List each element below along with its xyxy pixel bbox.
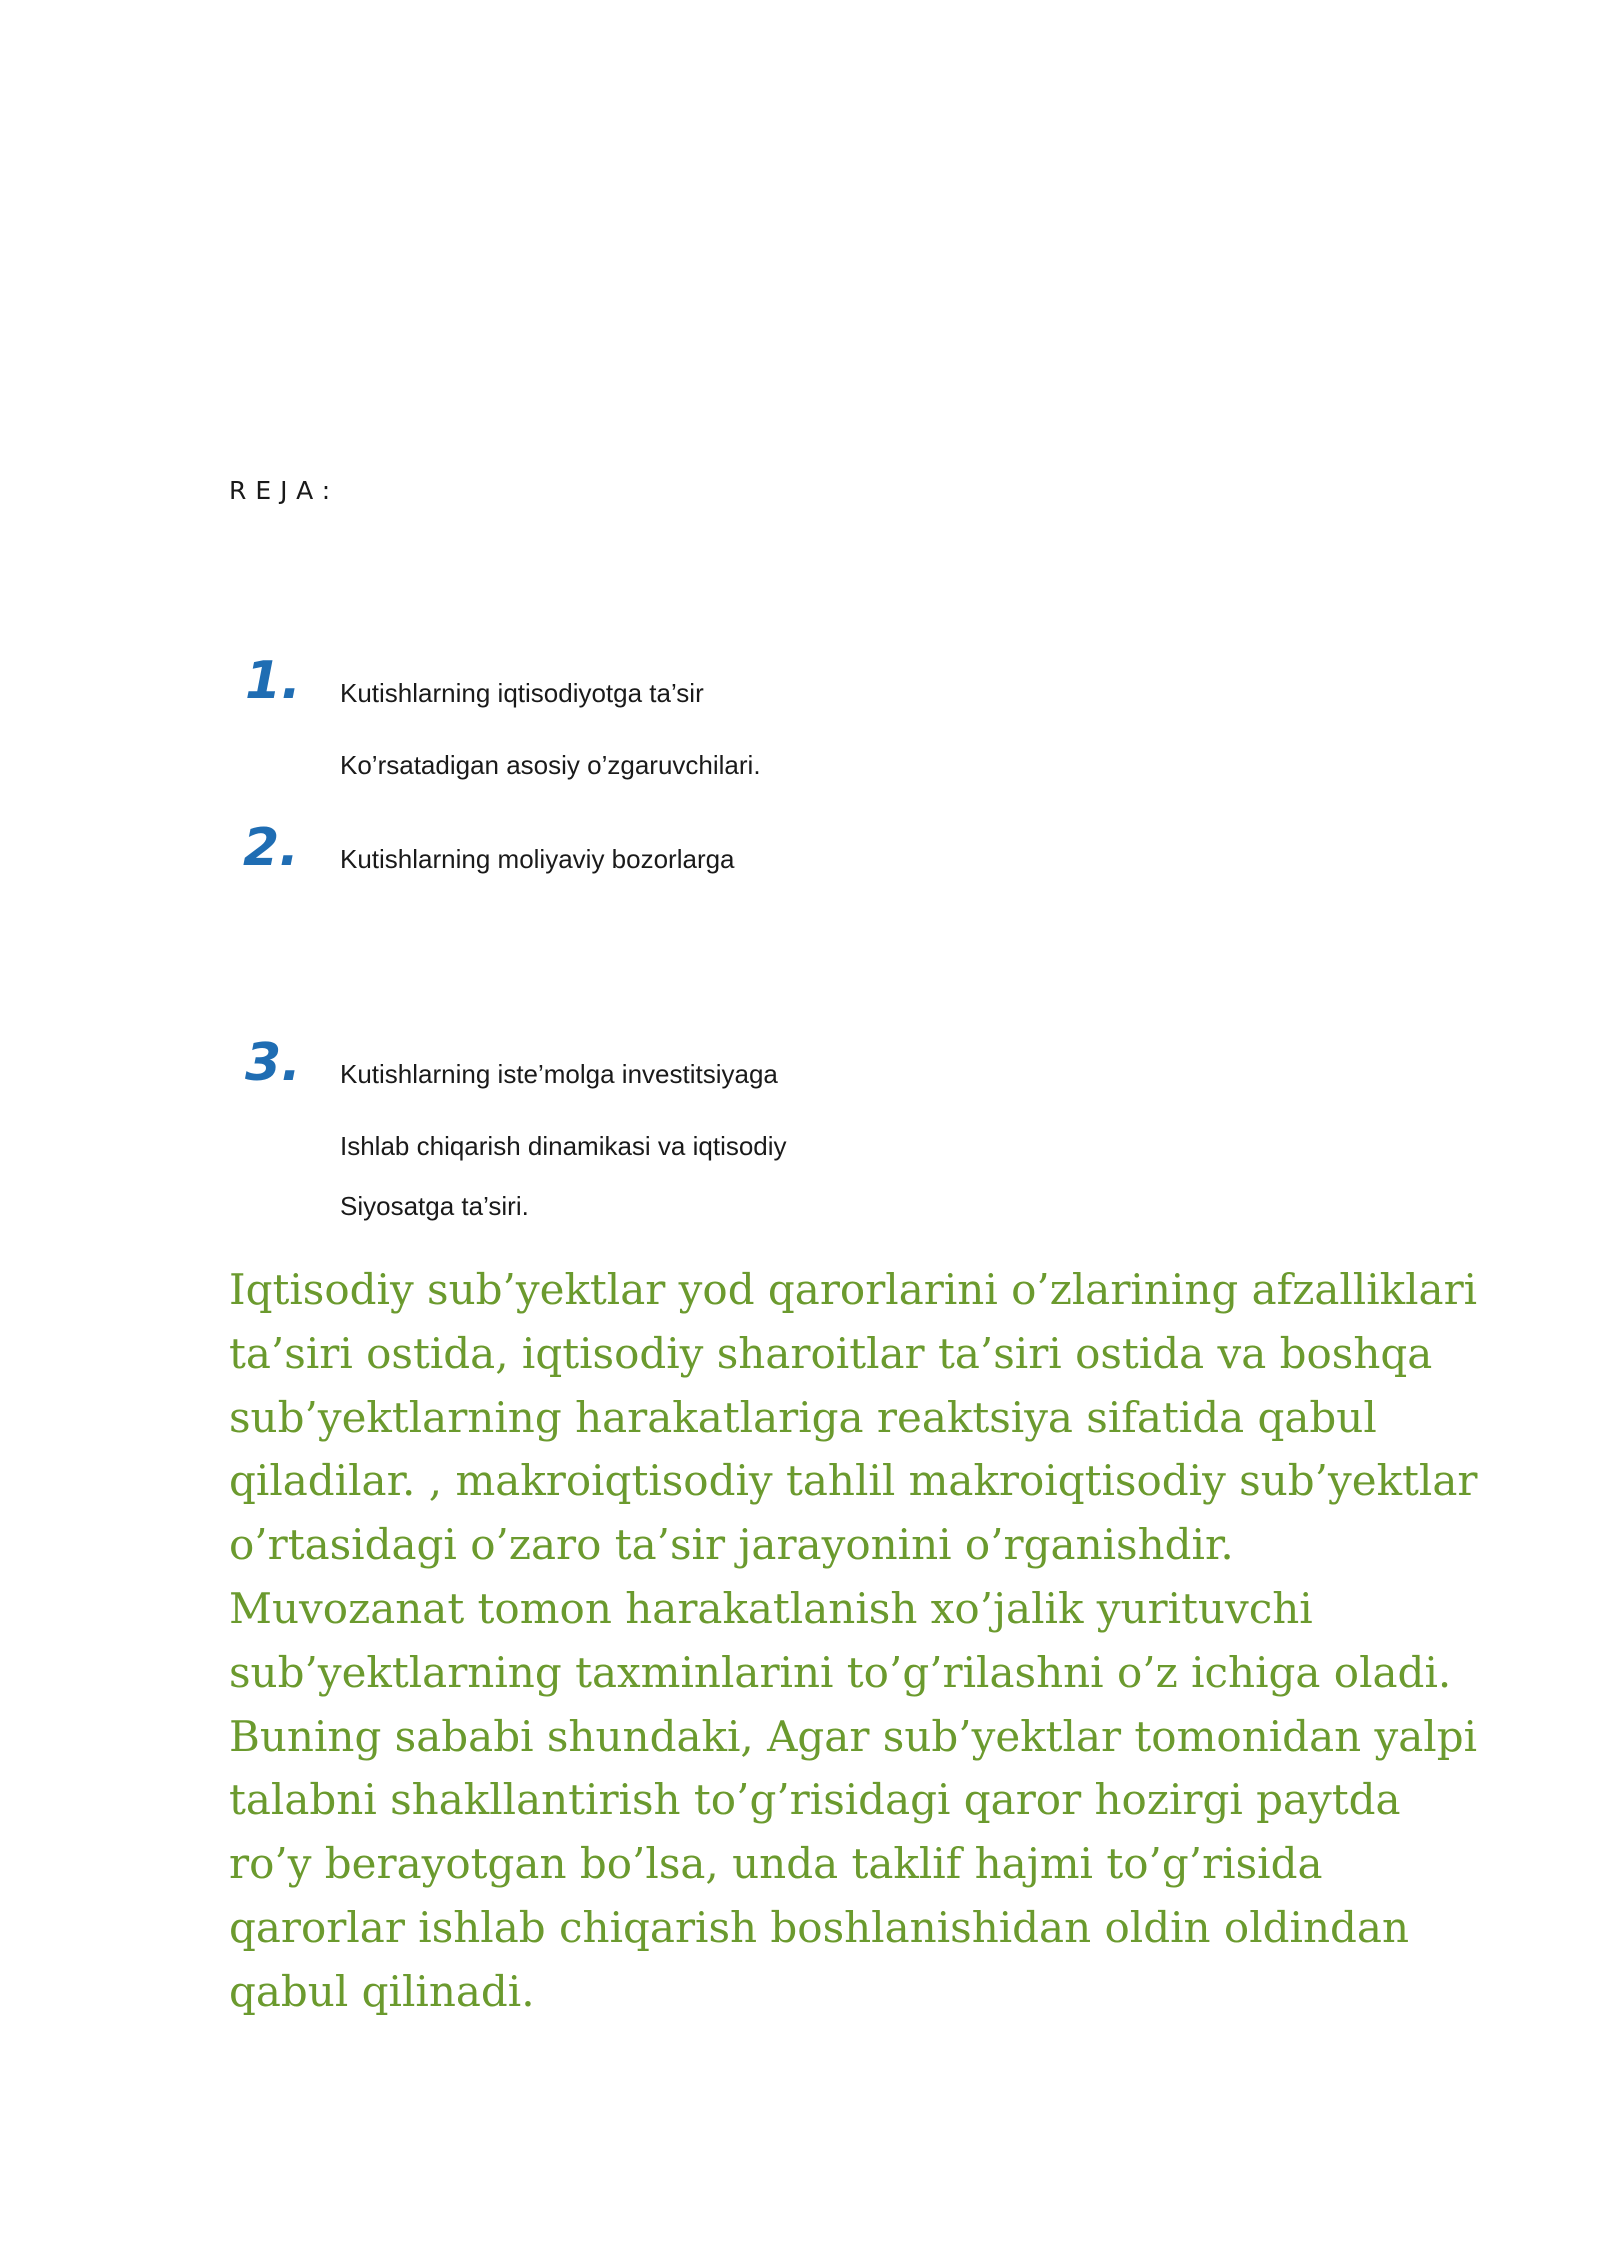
plan-item-line: Kutishlarning iste’molga investitsiyaga [340, 1059, 778, 1089]
plan-item-number: 3. [245, 1033, 301, 1093]
plan-item-number: 2. [243, 818, 299, 878]
plan-item-number: 1. [245, 651, 301, 711]
plan-item-line: Kutishlarning iqtisodiyotga ta’sir [340, 678, 704, 708]
plan-item-line: Ko’rsatadigan asosiy o’zgaruvchilari. [340, 750, 761, 780]
plan-item-line: Kutishlarning moliyaviy bozorlarga [340, 844, 735, 874]
body-paragraph: Iqtisodiy sub’yektlar yod qarorlarini o’zlarining afzalliklari ta’siri ostida, iqtisodiy sharoitlar ta’siri ostida va boshqa sub’yektlarning harakatlariga reaktsiya sifatida qabul qiladilar. , makroiqtisodiy tahlil makroiqtisodiy sub’yektlar o’rtasidagi o’zaro ta’sir jarayonini o’rganishdir. Muvozanat tomon harakatlanish xo’jalik yurituvchi sub’yektlarning taxminlarini to’g’rilashni o’z ichiga oladi. Buning sababi shundaki, Agar sub’yektlar tomonidan yalpi talabni shakllantirish to’g’risidagi qaror hozirgi paytda ro’y berayotgan bo’lsa, unda taklif hajmi to’g’risida qarorlar ishlab chiqarish boshlanishidan oldin oldindan qabul qilinadi. [229, 1265, 1478, 2016]
plan-item-line: Siyosatga ta’siri. [340, 1191, 529, 1221]
plan-heading: REJA: [229, 476, 340, 505]
plan-item-line: Ishlab chiqarish dinamikasi va iqtisodiy [340, 1131, 787, 1161]
